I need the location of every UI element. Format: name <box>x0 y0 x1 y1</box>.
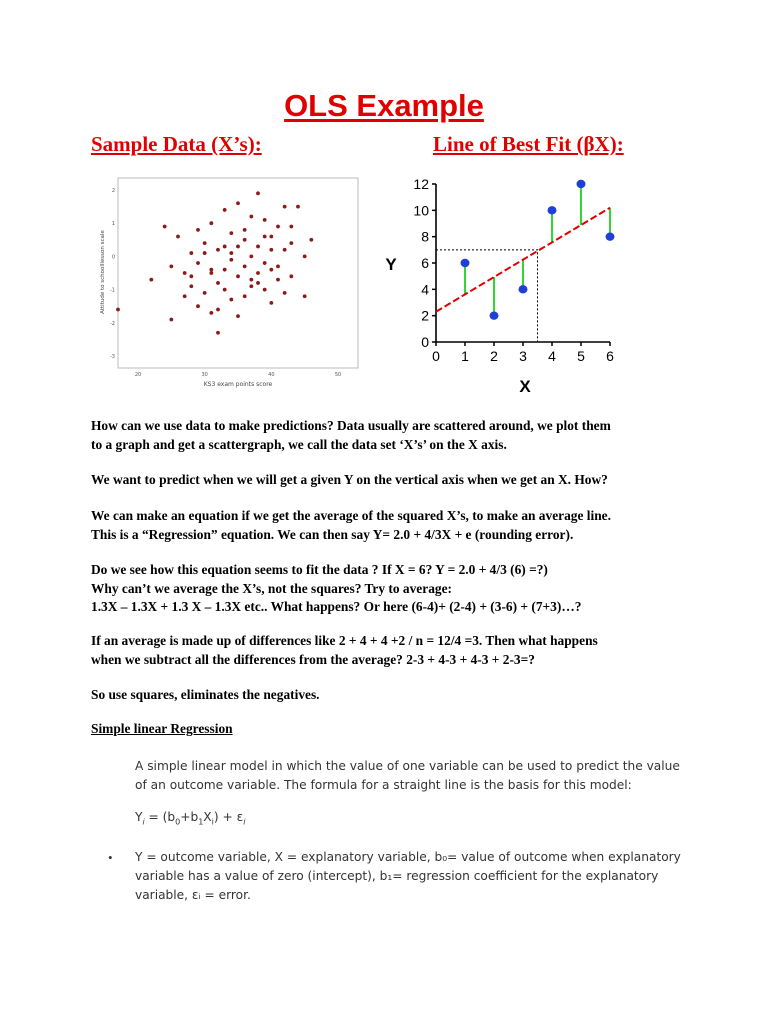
fit-y-tick-label: 6 <box>421 255 429 271</box>
scatter-data-point <box>196 228 200 232</box>
scatter-data-point <box>236 314 240 318</box>
scatter-data-point <box>169 264 173 268</box>
paragraph-line: How can we use data to make predictions? Data usually are scattered around, we plot them <box>91 418 611 433</box>
paragraph-line: We want to predict when we will get a given Y on the vertical axis when we get an X. How? <box>91 472 608 487</box>
paragraph-line: when we subtract all the differences from the average? 2-3 + 4-3 + 4-3 + 2-3=? <box>91 651 535 667</box>
fit-data-point <box>577 180 586 188</box>
paragraph-line: 1.3X – 1.3X + 1.3 X – 1.3X etc.. What happens? Or here (6-4)+ (2-4) + (3-6) + (7+3)…? <box>91 599 582 614</box>
best-fit-heading: Line of Best Fit (βX): <box>433 132 624 156</box>
fit-y-tick-label: 10 <box>413 202 429 219</box>
scatter-data-point <box>209 311 213 315</box>
scatter-x-tick-label: 30 <box>201 372 208 378</box>
scatter-data-point <box>256 281 260 285</box>
fit-x-axis-label: X <box>519 377 531 394</box>
scatter-data-point <box>249 215 253 219</box>
scatter-data-point <box>243 264 247 268</box>
paragraph-line: This is a “Regression” equation. We can then say Y= 2.0 + 4/3X + e (rounding error). <box>91 526 574 542</box>
scatter-data-point <box>303 294 307 298</box>
fit-data-point <box>606 232 615 240</box>
paragraph-line: Why can’t we average the X’s, not the squares? Try to average: <box>91 580 452 596</box>
scatter-y-tick-label: -3 <box>110 354 115 360</box>
scatter-data-point <box>263 235 267 239</box>
scatter-data-point <box>216 308 220 312</box>
sample-data-heading: Sample Data (X’s): <box>91 132 262 156</box>
section-title-simple-linear-regression: Simple linear Regression <box>91 721 233 736</box>
fit-x-tick-label: 6 <box>606 348 614 364</box>
scatter-data-point <box>203 251 207 255</box>
fit-x-tick-label: 2 <box>490 348 498 364</box>
scatter-data-point <box>149 278 153 282</box>
scatter-data-point <box>209 268 213 272</box>
scatter-data-point <box>303 255 307 259</box>
fit-y-tick-label: 12 <box>413 176 429 192</box>
scatter-data-point <box>283 205 287 209</box>
scatter-data-point <box>189 251 193 255</box>
paragraph-line: We can make an equation if we get the average of the squared X’s, to make an average line. <box>91 508 611 523</box>
scatter-plot-frame <box>118 178 358 368</box>
definition-line: variable has a value of zero (intercept), b₁= regression coefficient for the explanatory <box>135 869 659 883</box>
scatter-data-point <box>203 241 207 245</box>
scatter-data-point <box>216 281 220 285</box>
definition-line: variable, εᵢ = error. <box>135 888 251 902</box>
paragraph-differences <box>91 632 691 669</box>
scatter-data-point <box>269 235 273 239</box>
scatter-data-point <box>229 231 233 235</box>
scatter-data-point <box>223 268 227 272</box>
scatter-y-tick-label: 0 <box>111 254 115 261</box>
paragraph-line: to a graph and get a scattergraph, we call the data set ‘X’s’ on the X axis. <box>91 436 507 452</box>
scatter-data-point <box>283 248 287 252</box>
scatter-data-point <box>269 248 273 252</box>
scatter-data-point <box>229 258 233 262</box>
scatter-data-point <box>223 208 227 212</box>
paragraph-fit-question <box>91 561 691 617</box>
sample-data-scatter-chart <box>96 172 368 394</box>
scatter-data-point <box>116 308 120 312</box>
scatter-data-point <box>183 294 187 298</box>
scatter-data-point <box>289 241 293 245</box>
paragraph-line: If an average is made up of differences like 2 + 4 + 4 +2 / n = 12/4 =3. Then what happens <box>91 633 598 648</box>
scatter-data-point <box>196 261 200 265</box>
scatter-data-point <box>183 271 187 275</box>
scatter-data-point <box>289 225 293 229</box>
description-line: of an outcome variable. The formula for a straight line is the basis for this model: <box>135 778 632 792</box>
scatter-data-point <box>163 225 167 229</box>
scatter-data-point <box>223 288 227 292</box>
scatter-data-point <box>169 318 173 322</box>
scatter-data-point <box>236 201 240 205</box>
scatter-y-axis-label: Attitude to schoolllesson scale <box>100 230 106 314</box>
scatter-data-point <box>289 274 293 278</box>
fit-y-tick-label: 2 <box>421 307 429 324</box>
scatter-data-point <box>189 284 193 288</box>
variable-definitions <box>135 848 695 905</box>
scatter-data-point <box>236 245 240 249</box>
scatter-data-point <box>236 274 240 278</box>
section-description <box>135 757 695 795</box>
paragraph-predictions <box>91 417 691 454</box>
bullet-marker: • <box>108 850 113 865</box>
scatter-data-point <box>216 248 220 252</box>
scatter-x-tick-label: 40 <box>268 372 275 378</box>
regression-formula: $Y_i = (b_0+b_1X_i) + \varepsilon_i$ <box>135 810 246 827</box>
scatter-y-tick-label: 2 <box>111 188 115 194</box>
scatter-x-tick-label: 20 <box>134 372 142 378</box>
page-title: OLS Example <box>284 88 484 123</box>
scatter-data-point <box>189 274 193 278</box>
scatter-data-point <box>276 225 280 229</box>
scatter-y-tick-label: 1 <box>111 221 115 228</box>
scatter-data-point <box>243 294 247 298</box>
fit-data-point <box>490 311 499 319</box>
fit-x-tick-label: 3 <box>519 348 527 364</box>
fit-y-tick-label: 0 <box>421 334 429 350</box>
scatter-data-point <box>243 228 247 232</box>
paragraph-line: So use squares, eliminates the negatives. <box>91 687 320 702</box>
fit-x-tick-label: 0 <box>432 348 440 364</box>
scatter-data-point <box>216 331 220 335</box>
paragraph-predict-y <box>91 471 691 490</box>
fit-x-tick-label: 5 <box>577 348 585 364</box>
fit-y-tick-label: 8 <box>421 228 429 245</box>
scatter-data-point <box>229 298 233 302</box>
paragraph-regression-equation <box>91 507 691 544</box>
description-line: A simple linear model in which the value of one variable can be used to predict the value <box>135 759 680 773</box>
scatter-y-tick-label: -1 <box>110 287 115 294</box>
scatter-data-point <box>249 284 253 288</box>
fit-data-point <box>548 206 557 214</box>
line-of-best-fit-chart <box>378 172 630 394</box>
fit-data-point <box>519 285 528 293</box>
fit-data-point <box>461 259 470 267</box>
scatter-x-tick-label: 50 <box>334 372 342 378</box>
paragraph-squares <box>91 686 691 705</box>
scatter-data-point <box>243 238 247 242</box>
scatter-data-point <box>283 291 287 295</box>
paragraph-line: Do we see how this equation seems to fit the data ? If X = 6? Y = 2.0 + 4/3 (6) =?) <box>91 562 548 577</box>
scatter-data-point <box>249 278 253 282</box>
definition-line: Y = outcome variable, X = explanatory variable, b₀= value of outcome when explanatory <box>135 850 681 864</box>
scatter-data-point <box>263 288 267 292</box>
scatter-data-point <box>256 245 260 249</box>
scatter-data-point <box>276 278 280 282</box>
scatter-x-axis-label: KS3 exam points score <box>203 381 273 388</box>
scatter-data-point <box>196 304 200 308</box>
fit-x-tick-label: 1 <box>461 348 469 364</box>
fit-y-axis-label: Y <box>385 255 397 274</box>
scatter-data-point <box>263 218 267 222</box>
scatter-data-point <box>223 245 227 249</box>
scatter-data-point <box>203 291 207 295</box>
scatter-data-point <box>176 235 180 239</box>
scatter-data-point <box>249 255 253 259</box>
scatter-data-point <box>229 251 233 255</box>
scatter-data-point <box>309 238 313 242</box>
scatter-data-point <box>256 271 260 275</box>
fit-y-tick-label: 4 <box>421 281 429 298</box>
best-fit-line <box>436 208 610 312</box>
scatter-data-point <box>276 264 280 268</box>
fit-x-tick-label: 4 <box>548 348 556 364</box>
scatter-data-point <box>269 268 273 272</box>
scatter-data-point <box>209 271 213 275</box>
scatter-y-tick-label: -2 <box>110 320 115 327</box>
scatter-data-point <box>256 191 260 195</box>
scatter-data-point <box>269 301 273 305</box>
scatter-data-point <box>263 261 267 265</box>
scatter-data-point <box>209 221 213 225</box>
scatter-data-point <box>296 205 300 209</box>
